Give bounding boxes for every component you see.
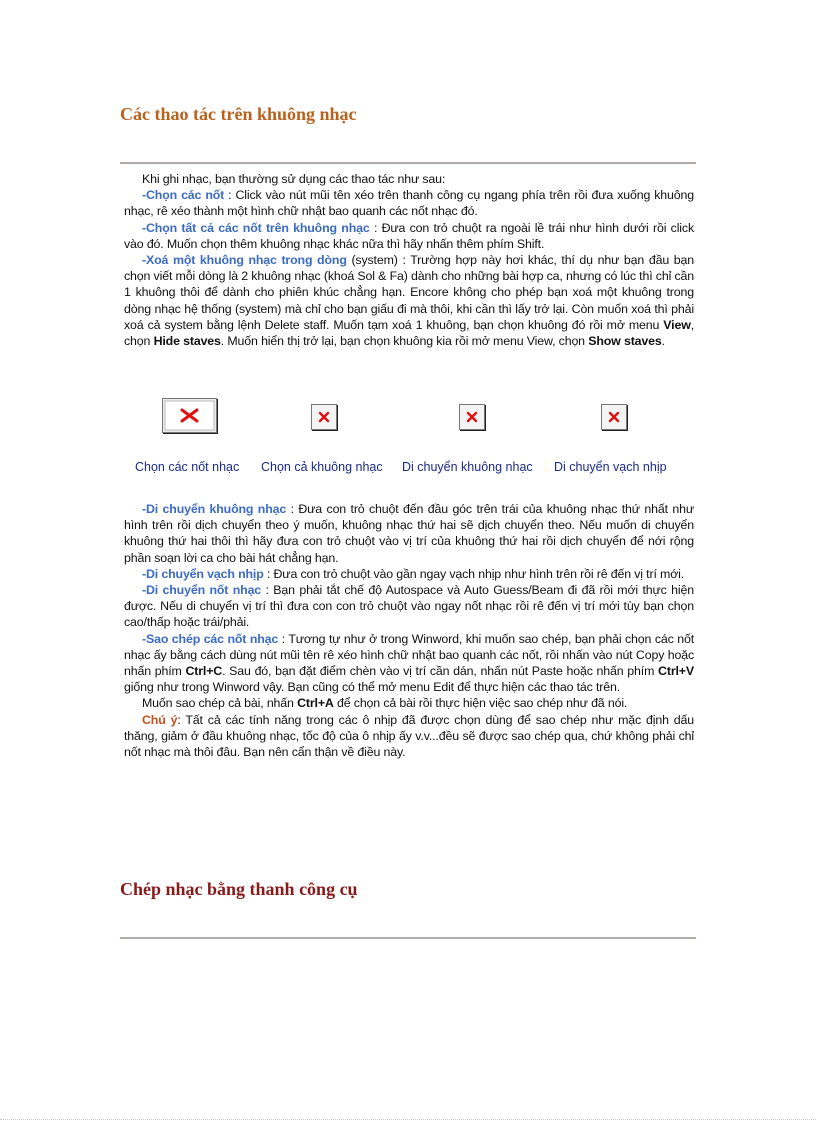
broken-image-icon	[162, 398, 217, 433]
item-text: : Bạn phải tắt chế độ Autospace và Auto Guess/Beam đi đã rồi mới thực hiện được. Nếu di chuyển vị trí thì đưa con con trỏ chuột vào ngay nốt nhạc rồi rê đến vị trí mới tùy bạn chọn cao/thấp hoặc trái/phải.	[124, 583, 695, 630]
command-name: Show staves	[588, 334, 662, 349]
item-text: để chọn cả bài rồi thực hiện việc sao chép như đã nói.	[333, 696, 628, 711]
paragraph-select-staff	[124, 220, 694, 252]
note-label: Chú ý	[142, 712, 178, 727]
item-label: -Chọn các nốt	[142, 188, 225, 203]
broken-image-icon	[459, 404, 485, 430]
broken-image-icon	[601, 404, 627, 430]
page-bottom-border	[0, 1119, 816, 1120]
section-body	[124, 171, 694, 349]
shortcut-key: Ctrl+A	[297, 696, 334, 711]
figure-move-staff	[459, 404, 485, 435]
item-label: -Di chuyển khuông nhạc	[142, 502, 287, 516]
paragraph-copy-all	[124, 695, 694, 711]
item-text: : Tất cả các tính năng trong các ô nhịp đã được chọn dùng để sao chép như mặc định dấu thăng, giảm ở đầu khuông nhạc, tốc độ của ô nhịp ấy v.v...đều sẽ được sao chép qua, chứ không phải chỉ nốt nhạc mà thôi đâu. Bạn nên cẩn thận về điều này.	[124, 712, 695, 760]
figure-select-notes	[162, 398, 217, 438]
item-text: giống như trong Winword vậy. Bạn cũng có thể mở menu Edit để thực hiện các thao tác trên.	[124, 680, 621, 695]
figure-caption: Di chuyển vạch nhịp	[554, 460, 667, 474]
item-text: Muốn sao chép cả bài, nhấn	[142, 696, 298, 711]
shortcut-key: Ctrl+V	[658, 664, 694, 679]
figure-caption: Chọn cả khuông nhạc	[261, 460, 383, 474]
item-text: .	[661, 334, 665, 349]
item-label: -Di chuyển nốt nhạc	[142, 583, 262, 598]
section-title-staff-operations: Các thao tác trên khuông nhạc	[120, 104, 357, 124]
broken-image-icon	[311, 404, 337, 430]
shortcut-key: Ctrl+C	[185, 664, 223, 679]
item-text: , chọn	[124, 317, 694, 349]
item-text: : Tương tự như ở trong Winword, khi muốn sao chép, bạn phải chọn các nốt nhạc ấy bằng cách dùng nút mũi tên rê xéo hình chữ nhật bao quanh các nốt, rồi nhấn vào nút Copy hoặc nhấn phím	[124, 631, 694, 679]
item-label: -Xoá một khuông nhạc trong dòng	[142, 253, 347, 268]
figure-caption: Chọn các nốt nhạc	[135, 460, 240, 474]
item-label: -Di chuyển vạch nhịp	[142, 566, 264, 581]
item-text: . Sau đó, bạn đặt điểm chèn vào vị trí cần dán, nhấn nút Paste hoặc nhấn phím	[222, 664, 659, 679]
figure-select-staff	[311, 404, 337, 435]
intro-paragraph: Khi ghi nhạc, bạn thường sử dụng các thao tác như sau:	[142, 172, 446, 186]
item-text: : Đưa con trỏ chuột ra ngoài lề trái như hình dưới rồi click vào đó. Muốn chọn thêm khuông nhạc khác nữa thì hãy nhấn thêm phím Shift.	[124, 220, 694, 251]
figure-caption: Di chuyển khuông nhạc	[402, 460, 533, 474]
section-divider	[120, 937, 696, 939]
menu-name: View	[663, 317, 691, 332]
paragraph-note	[124, 712, 694, 761]
section-body-continued	[124, 501, 694, 760]
item-text: : Đưa con trỏ chuột đến đầu góc trên trái của khuông nhạc thứ nhất như hình trên rồi dịch chuyển theo ý muốn, khuông nhạc thứ hai sẽ dịch chuyển theo. Nếu muốn di chuyển khuông thứ hai thôi thì hãy đưa con trỏ chuột vào vị trí của khuông thứ hai rồi dịch chuyển để nới rộng phần soạn lời ca cho bài hát chẳng hạn.	[124, 502, 694, 565]
figure-move-barline	[601, 404, 627, 435]
paragraph-move-barline	[124, 566, 694, 582]
item-text: (system) : Trường hợp này hơi khác, thí dụ như bạn đầu bạn chọn viết mỗi dòng là 2 khuông nhạc (khoá Sol & Fa) dành cho những bài hợp ca, nhưng có lúc thì chỉ cần 1 khuông thôi để dành cho phiên khúc chẳng hạn. Encore không cho phép bạn xoá một khuông trong dòng nhạc hệ thống (system) mà chỉ cho bạn giấu đi mà thôi, khi cần thì lấy trở lại. Còn muốn xoá thì phải xoá cả system bằng lệnh Delete staff. Muốn tạm xoá 1 khuông, bạn chọn khuông đó rồi mở menu	[124, 253, 694, 332]
paragraph-move-staff	[124, 501, 694, 566]
section-divider	[120, 162, 696, 164]
item-text: . Muốn hiển thị trở lại, bạn chọn khuông kia rồi mở menu View, chọn	[220, 334, 589, 349]
item-label: -Chọn tất cả các nốt trên khuông nhạc	[142, 220, 370, 235]
paragraph-select-notes	[124, 187, 694, 219]
paragraph-remove-staff	[124, 252, 694, 349]
paragraph-copy-notes	[124, 631, 694, 696]
item-label: -Sao chép các nốt nhạc	[142, 631, 279, 646]
paragraph-move-notes	[124, 582, 694, 631]
item-text: : Click vào nút mũi tên xéo trên thanh công cụ ngang phía trên rồi đưa xuống khuông nhạc, rê xéo thành một hình chữ nhật bao quanh các nốt nhạc đó.	[124, 188, 695, 219]
section-title-toolbar-entry: Chép nhạc bằng thanh công cụ	[120, 879, 358, 899]
item-text: : Đưa con trỏ chuột vào gần ngay vạch nhịp như hình trên rồi rê đến vị trí mới.	[263, 566, 685, 581]
command-name: Hide staves	[153, 334, 221, 349]
